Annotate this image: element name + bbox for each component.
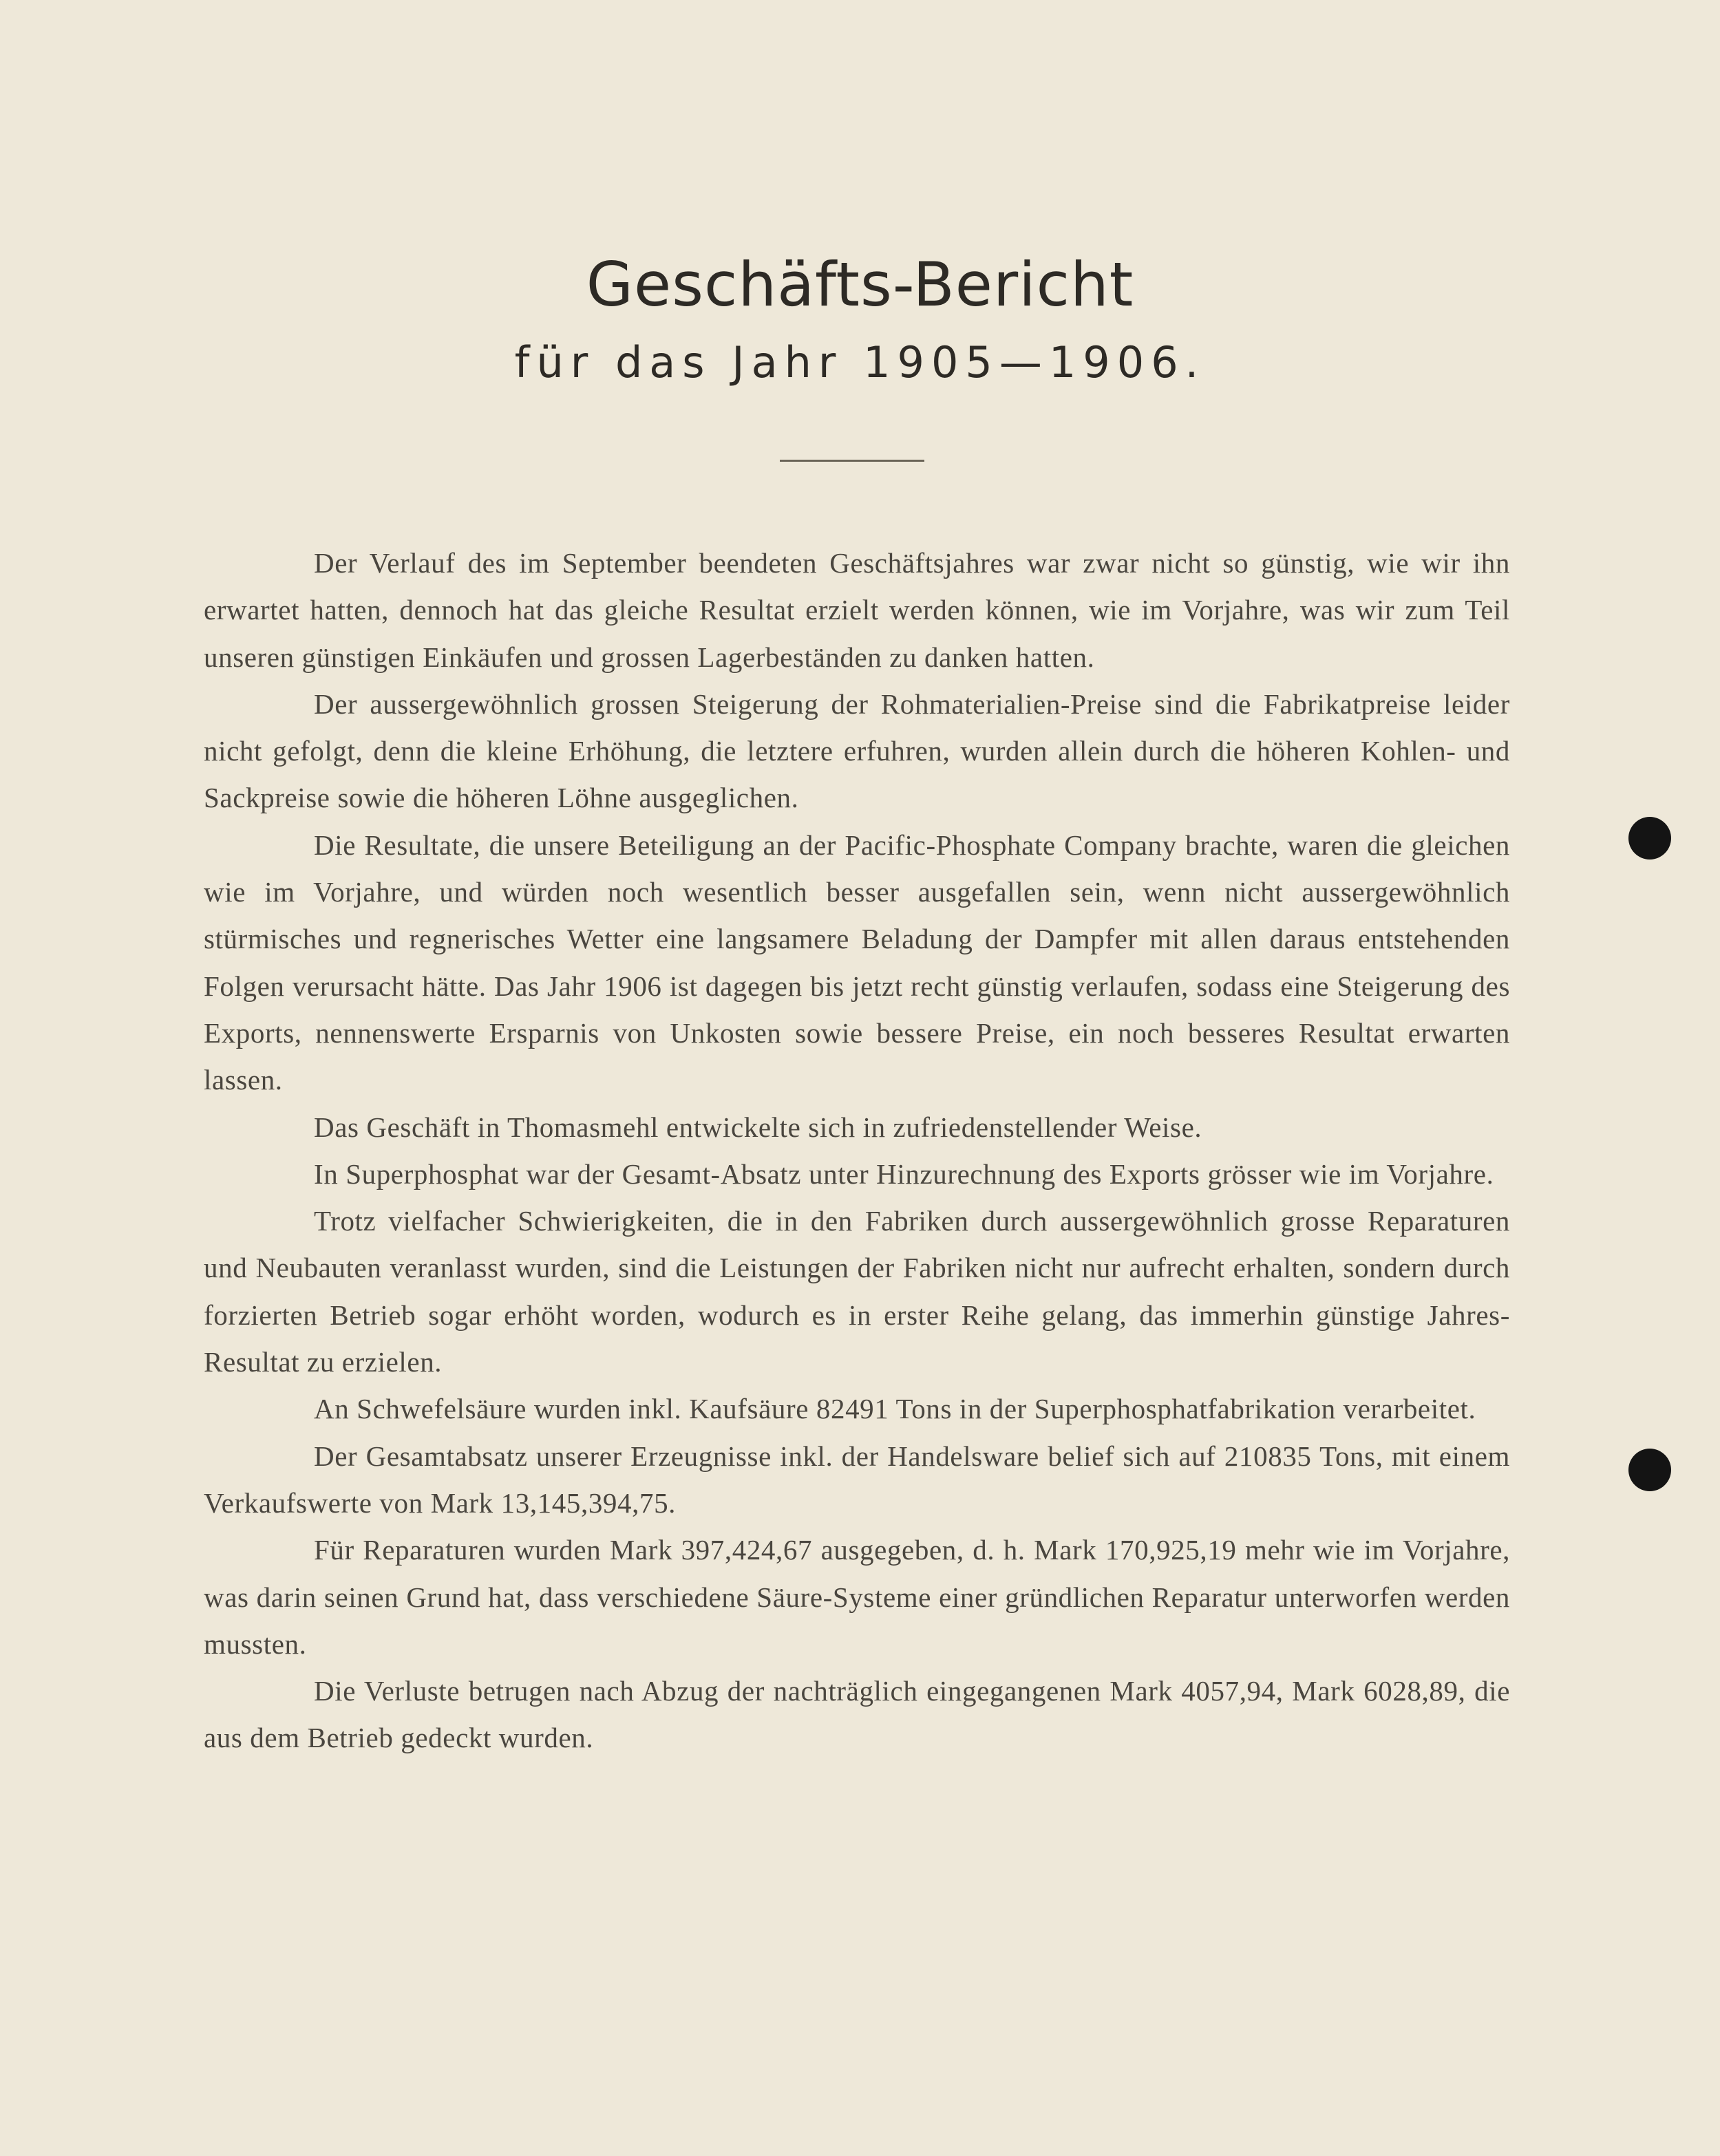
paragraph: Trotz vielfacher Schwierigkeiten, die in den Fabriken durch aussergewöhnlich grosse Reparaturen und Neubauten veranlasst wurden, sind die Leistungen der Fabriken nicht nur aufrecht erhalten, sondern durch forzierten Betrieb sogar erhöht worden, wodurch es in erster Reihe gelang, das immerhin günstige Jahres-Resultat zu erzielen.: [204, 1205, 1510, 1378]
binding-hole: [1628, 817, 1671, 860]
binding-hole: [1628, 1449, 1671, 1491]
paragraph: In Superphosphat war der Gesamt-Absatz unter Hinzurechnung des Exports grösser wie im Vorjahre.: [314, 1157, 1494, 1190]
paragraph: Die Resultate, die unsere Beteiligung an der Pacific-Phosphate Company brachte, waren die gleichen wie im Vorjahre, und würden noch wesentlich besser ausgefallen sein, wenn nicht aussergewöhnlich stürmisches und regnerisches Wetter eine langsamere Beladung der Dampfer mit allen daraus entstehenden Folgen verursacht hätte. Das Jahr 1906 ist dagegen bis jetzt recht günstig verlaufen, sodass eine Steigerung des Exports, nennenswerte Ersparnis von Unkosten sowie bessere Preise, ein noch besseres Resultat erwarten lassen.: [204, 829, 1510, 1096]
paragraph: Der Verlauf des im September beendeten Geschäftsjahres war zwar nicht so günstig, wie wir ihn erwartet hatten, dennoch hat das gleiche Resultat erzielt werden können, wie im Vorjahre, was wir zum Teil unseren günstigen Einkäufen und grossen Lagerbeständen zu danken hatten.: [204, 547, 1510, 673]
report-body: [204, 540, 1510, 1762]
paragraph: Für Reparaturen wurden Mark 397,424,67 ausgegeben, d. h. Mark 170,925,19 mehr wie im Vorjahre, was darin seinen Grund hat, dass verschiedene Säure-Systeme einer gründlichen Reparatur unterworfen werden mussten.: [204, 1534, 1510, 1660]
title-divider: [780, 460, 924, 462]
page-subtitle: für das Jahr 1905—1906.: [514, 337, 1206, 387]
paragraph: An Schwefelsäure wurden inkl. Kaufsäure 82491 Tons in der Superphosphatfabrikation verarbeitet.: [314, 1393, 1476, 1425]
paragraph: Das Geschäft in Thomasmehl entwickelte sich in zufriedenstellender Weise.: [314, 1111, 1202, 1143]
paragraph: Die Verluste betrugen nach Abzug der nachträglich eingegangenen Mark 4057,94, Mark 6028,89, die aus dem Betrieb gedeckt wurden.: [204, 1675, 1510, 1754]
paragraph: Der aussergewöhnlich grossen Steigerung der Rohmaterialien-Preise sind die Fabrikatpreise leider nicht gefolgt, denn die kleine Erhöhung, die letztere erfuhren, wurden allein durch die höheren Kohlen- und Sackpreise sowie die höheren Löhne ausgeglichen.: [204, 687, 1510, 814]
page-title: Geschäfts-Bericht: [586, 249, 1134, 320]
paragraph: Der Gesamtabsatz unserer Erzeugnisse inkl. der Handelsware belief sich auf 210835 Tons, mit einem Verkaufswerte von Mark 13,145,394,75.: [204, 1440, 1510, 1519]
